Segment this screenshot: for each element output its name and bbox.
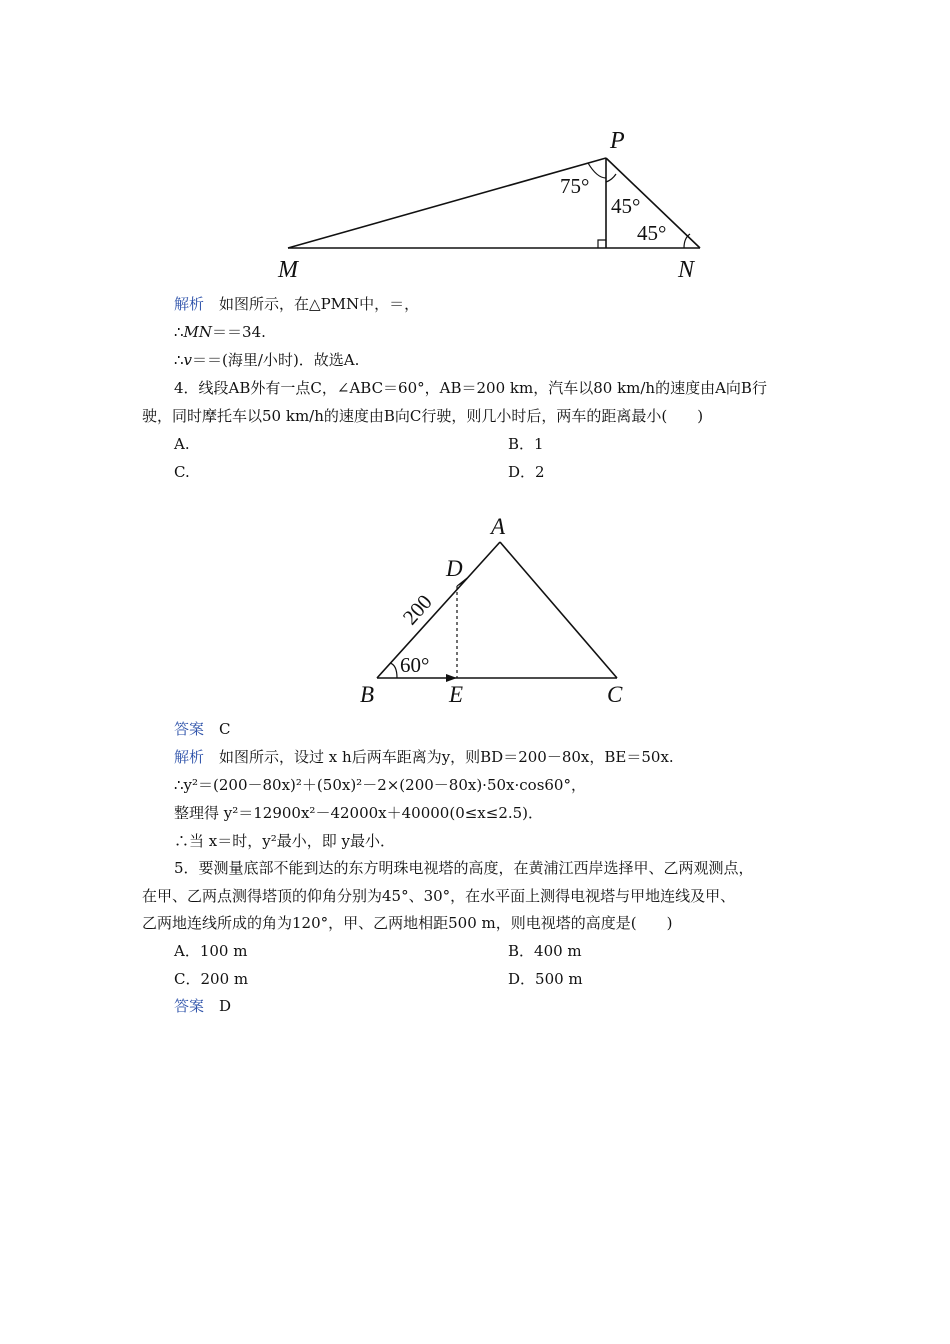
label-m: M	[278, 257, 298, 283]
question4-option-b: B．1	[508, 435, 544, 453]
solution4-line3: 整理得 y²＝12900x²－42000x＋40000(0≤x≤2.5)．	[174, 804, 544, 822]
arrow-e	[446, 674, 457, 682]
right-angle-mark	[598, 240, 606, 248]
label-p: P	[610, 128, 625, 154]
answer-tag: 答案	[174, 997, 205, 1015]
answer4-value: C	[219, 720, 231, 738]
label-a: A	[491, 514, 506, 539]
analysis-tag: 解析	[174, 748, 205, 766]
angle-arc-45-bottom	[684, 234, 690, 248]
solution4-line4: ∴当 x＝时，y²最小，即 y最小．	[174, 832, 395, 850]
question5-option-b: B．400 m	[508, 942, 582, 960]
question5-option-d: D．500 m	[508, 970, 583, 988]
question5-line3: 乙两地连线所成的角为120°，甲、乙两地相距500 m，则电视塔的高度是( )	[142, 914, 673, 932]
side-length-200: 200	[397, 589, 437, 630]
angle-75: 75°	[560, 174, 590, 198]
question5-option-a: A．100 m	[174, 942, 248, 960]
solution4-text: 如图所示，设过 x h后两车距离为y，则BD＝200－80x，BE＝50x.	[219, 748, 674, 766]
figure-triangle-abc	[345, 508, 645, 713]
label-b: B	[360, 682, 375, 707]
label-d: D	[446, 556, 463, 581]
label-c: C	[607, 682, 623, 707]
question4-option-d: D．2	[508, 463, 545, 481]
answer4	[174, 719, 231, 739]
question5-option-c: C．200 m	[174, 970, 249, 988]
question4-line2: 驶，同时摩托车以50 km/h的速度由B向C行驶，则几小时后，两车的距离最小( )	[142, 407, 704, 425]
angle-60: 60°	[400, 653, 430, 677]
question4-option-a: A.	[174, 435, 190, 453]
answer-tag: 答案	[174, 720, 205, 738]
solution3-line3: ∴v＝＝(海里/小时)．故选A.	[174, 351, 360, 369]
angle-arc-75	[588, 163, 606, 178]
side-ac	[500, 542, 617, 678]
side-mp	[288, 158, 606, 248]
angle-45-bottom: 45°	[637, 221, 667, 245]
solution3-text: 如图所示，在△PMN中，＝，	[219, 295, 420, 313]
answer5-value: D	[219, 997, 232, 1015]
solution3-line1	[174, 294, 419, 314]
side-ba	[377, 542, 500, 678]
solution3-line2: ∴MN＝＝34.	[174, 323, 266, 341]
question4-option-c: C.	[174, 463, 190, 481]
question4-line1: 4．线段AB外有一点C，∠ABC＝60°，AB＝200 km，汽车以80 km/h的速度由A向B行	[174, 379, 767, 397]
analysis-tag: 解析	[174, 295, 205, 313]
answer5	[174, 996, 231, 1016]
angle-45-top: 45°	[611, 194, 641, 218]
solution4-line1	[174, 747, 674, 767]
angle-arc-45-top	[606, 174, 616, 182]
question5-line2: 在甲、乙两点测得塔顶的仰角分别为45°、30°，在水平面上测得电视塔与甲地连线及甲、	[142, 887, 736, 905]
solution4-line2: ∴y²＝(200－80x)²＋(50x)²－2×(200－80x)·50x·cos60°，	[174, 776, 586, 794]
angle-arc-60	[390, 663, 397, 678]
label-e: E	[449, 682, 464, 707]
label-n: N	[678, 257, 695, 283]
figure-triangle-pmn	[270, 120, 720, 285]
question5-line1: 5．要测量底部不能到达的东方明珠电视塔的高度，在黄浦江西岸选择甲、乙两观测点，	[174, 859, 754, 877]
